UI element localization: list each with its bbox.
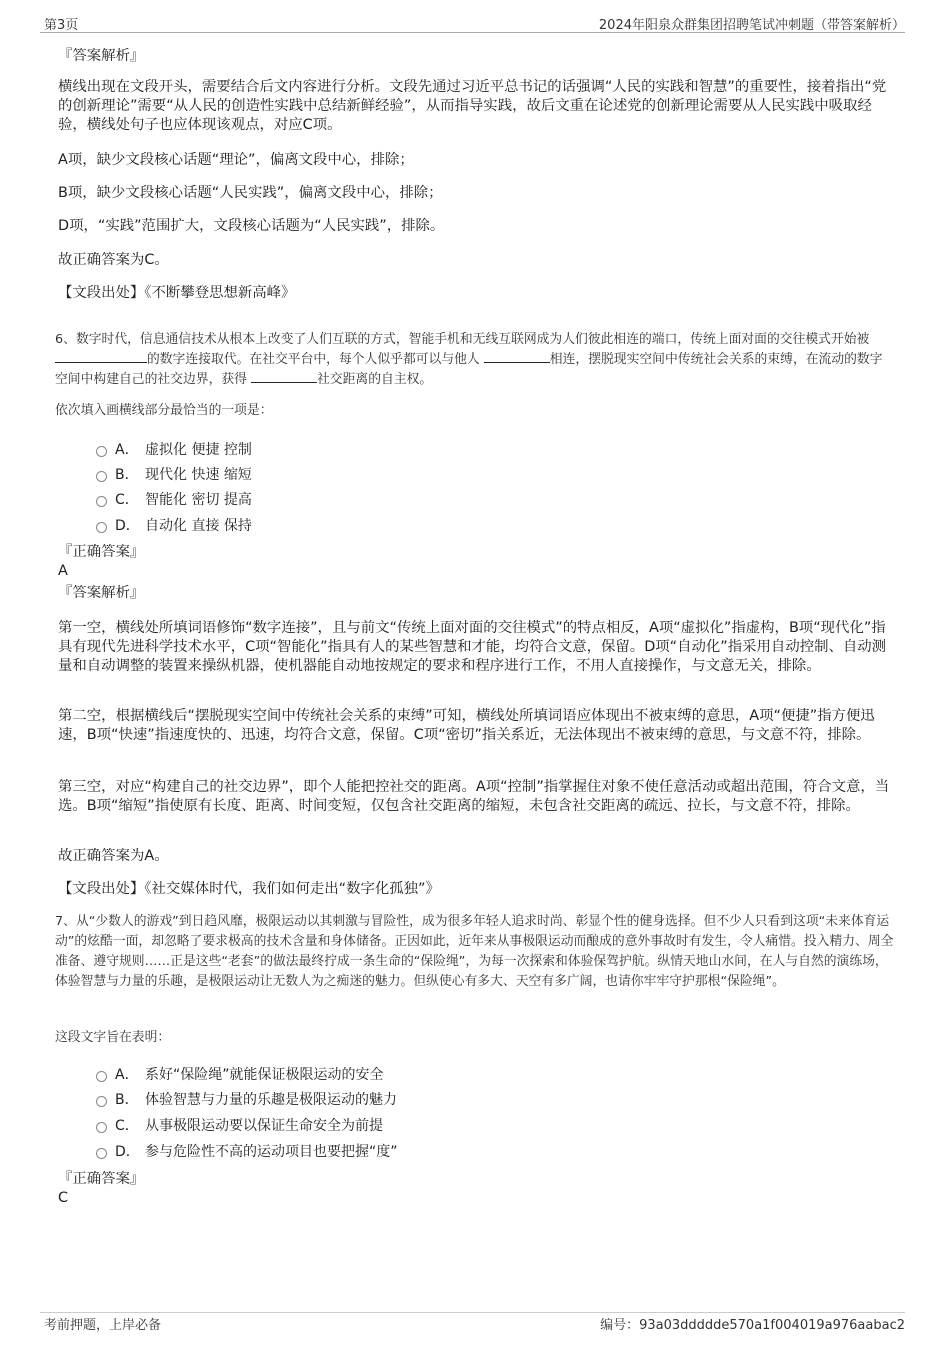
q5-option-a-note: A项，缺少文段核心话题“理论”，偏离文段中心，排除； — [58, 152, 414, 168]
q6-option-b[interactable]: B． 现代化 快速 缩短 — [96, 464, 252, 484]
q6-analysis-2: 第二空，根据横线后“摆脱现实空间中传统社会关系的束缚”可知，横线处所填词语应体现出不被束缚的意思，A项“便捷”指方便迅速，B项“快速”指速度快的、迅速，均符合文意，保留。C项“密切”指关系近，无法体现出不被束缚的意思，与文意不符，排除。 — [58, 708, 875, 743]
q6-analysis-label: 『答案解析』 — [58, 585, 145, 601]
q7-option-d[interactable]: D． 参与危险性不高的运动项目也要把握“度” — [96, 1141, 398, 1161]
blank-2 — [484, 350, 550, 363]
q7-option-a[interactable]: A． 系好“保险绳”就能保证极限运动的安全 — [96, 1064, 384, 1084]
q5-conclusion: 故正确答案为C。 — [58, 252, 169, 268]
q5-source: 【文段出处】《不断攀登思想新高峰》 — [58, 285, 296, 301]
page-number: 第3页 — [44, 18, 79, 33]
q5-option-d-note: D项，“实践”范围扩大，文段核心话题为“人民实践”，排除。 — [58, 218, 445, 234]
q6-prompt: 依次填入画横线部分最恰当的一项是： — [55, 403, 273, 418]
q6-answer: A — [58, 563, 68, 579]
header-divider — [40, 32, 905, 33]
radio-icon[interactable] — [96, 1071, 107, 1082]
q6-conclusion: 故正确答案为A。 — [58, 848, 169, 864]
radio-icon[interactable] — [96, 1096, 107, 1107]
radio-icon[interactable] — [96, 496, 107, 507]
radio-icon[interactable] — [96, 1122, 107, 1133]
q6-answer-label: 『正确答案』 — [58, 544, 145, 560]
radio-icon[interactable] — [96, 471, 107, 482]
document-code: 编号：93a03ddddde570a1f004019a976aabac2 — [600, 1318, 905, 1333]
q6-analysis-3: 第三空，对应“构建自己的社交边界”，即个人能把控社交的距离。A项“控制”指掌握住对象不使任意活动或超出范围，符合文意，当选。B项“缩短”指使原有长度、距离、时间变短，仅包含社交距离的缩短，未包含社交距离的疏远、拉长，与文意不符，排除。 — [58, 779, 890, 814]
footer-slogan: 考前押题，上岸必备 — [44, 1318, 162, 1333]
q7-answer: C — [58, 1190, 69, 1206]
q6-option-a[interactable]: A． 虚拟化 便捷 控制 — [96, 439, 252, 459]
radio-icon[interactable] — [96, 1148, 107, 1159]
q5-analysis: 横线出现在文段开头，需要结合后文内容进行分析。文段先通过习近平总书记的话强调“人民的实践和智慧”的重要性，接着指出“党的创新理论”需要“从人民的创造性实践中总结新鲜经验”，从而指导实践，故后文重在论述党的创新理论需要从人民实践中吸取经验，横线处句子也应体现该观点，对应C项。 — [58, 79, 887, 133]
blank-1 — [55, 350, 147, 363]
q7-stem: 7、从“少数人的游戏”到日趋风靡，极限运动以其刺激与冒险性，成为很多年轻人追求时尚、彰显个性的健身选择。但不少人只看到这项“未来体育运动”的炫酷一面，却忽略了要求极高的技术含量和身体储备。正因如此，近年来从事极限运动而酿成的意外事故时有发生，令人痛惜。投入精力、周全准备、遵守规则……正是这些“老套”的做法最终拧成一条生命的“保险绳”，为每一次探索和体验保驾护航。纵情天地山水间，在人与自然的演练场，体验智慧与力量的乐趣，是极限运动让无数人为之痴迷的魅力。但纵使心有多大、天空有多广阔，也请你牢牢守护那根“保险绳”。 — [55, 914, 894, 989]
q6-option-c[interactable]: C． 智能化 密切 提高 — [96, 489, 252, 509]
q7-option-c[interactable]: C． 从事极限运动要以保证生命安全为前提 — [96, 1115, 383, 1135]
q6-analysis-1: 第一空，横线处所填词语修饰“数字连接”，且与前文“传统上面对面的交往模式”的特点相反，A项“虚拟化”指虚构，B项“现代化”指具有现代先进科学技术水平，C项“智能化”指具有人的某些智慧和才能，均符合文意，保留。D项“自动化”指采用自动控制、自动测量和自动调整的装置来操纵机器，使机器能自动地按规定的要求和程序进行工作，不用人直接操作，与文意无关，排除。 — [58, 620, 887, 674]
q7-option-b[interactable]: B． 体验智慧与力量的乐趣是极限运动的魅力 — [96, 1089, 397, 1109]
radio-icon[interactable] — [96, 446, 107, 457]
footer-divider — [40, 1312, 905, 1313]
q6-stem: 6、数字时代，信息通信技术从根本上改变了人们互联的方式，智能手机和无线互联网成为人们彼此相连的端口，传统上面对面的交往模式开始被 的数字连接取代。在社交平台中，每个人似乎都可以与他人 相连，摆脱现实空间中传统社会关系的束缚，在流动的数字空间中构建自己的社交边界，获得 社交距离的自主权。 — [55, 332, 883, 387]
blank-3 — [251, 370, 317, 383]
q7-answer-label: 『正确答案』 — [58, 1171, 145, 1187]
q7-prompt: 这段文字旨在表明： — [55, 1030, 171, 1045]
q5-analysis-label: 『答案解析』 — [58, 48, 145, 64]
radio-icon[interactable] — [96, 522, 107, 533]
document-title: 2024年阳泉众群集团招聘笔试冲刺题（带答案解析） — [598, 18, 905, 33]
q6-source: 【文段出处】《社交媒体时代，我们如何走出“数字化孤独”》 — [58, 881, 440, 897]
q6-option-d[interactable]: D． 自动化 直接 保持 — [96, 515, 252, 535]
q5-option-b-note: B项，缺少文段核心话题“人民实践”，偏离文段中心，排除； — [58, 185, 443, 201]
